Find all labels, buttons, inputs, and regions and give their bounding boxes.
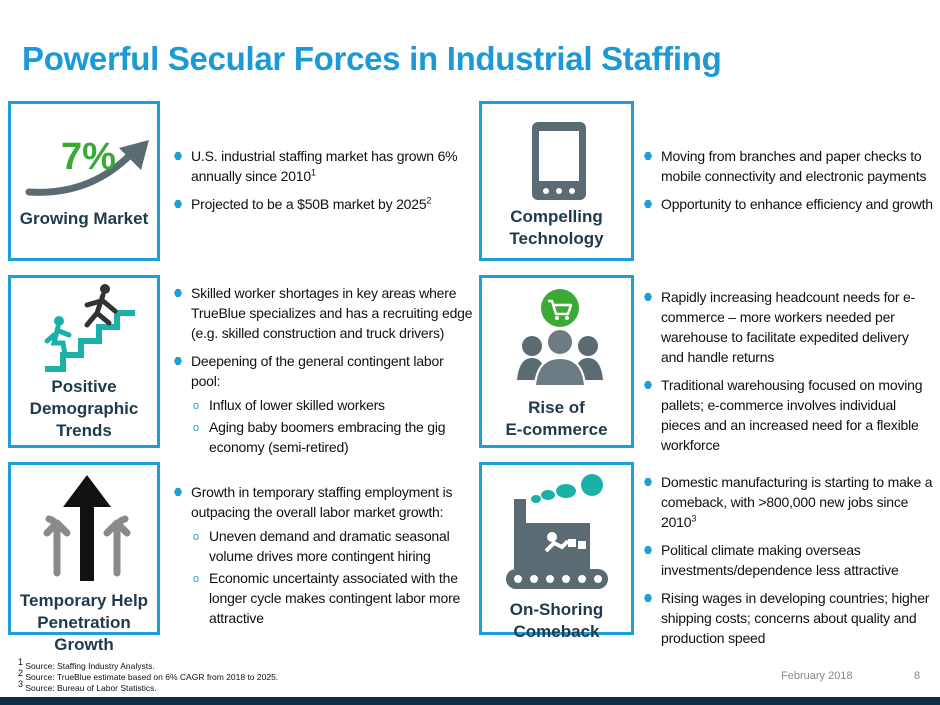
bullets-temporary — [173, 482, 473, 636]
bullet-item: Traditional warehousing focused on moving pallets; e-commerce involves individual pieces and an increased need for a flexible workforce — [643, 375, 935, 455]
growth-stat: 7% — [61, 136, 116, 178]
up-arrows-icon — [37, 473, 137, 583]
sub-bullet-item: o Influx of lower skilled workers — [191, 395, 473, 415]
bullet-item: Rapidly increasing headcount needs for e-commerce – more workers needed per warehouse to facilitate expedited delivery and handle returns — [643, 287, 935, 367]
bullet-item: Political climate making overseas investments/dependence less attractive — [643, 540, 940, 580]
card-temporary-help — [8, 462, 160, 654]
card-rise-of-ecommerce — [479, 275, 634, 448]
factory-icon — [502, 473, 612, 593]
bullets-ecommerce — [643, 287, 935, 463]
group-cart-icon — [515, 288, 605, 388]
card-label: Temporary Help Penetration Growth — [19, 591, 149, 654]
bottom-bar — [0, 697, 940, 705]
card-growing-market — [8, 101, 160, 261]
bullets-technology — [643, 146, 933, 222]
page-title: Powerful Secular Forces in Industrial Staffing — [22, 40, 722, 77]
card-label: Rise of E-commerce — [505, 398, 608, 439]
bullet-item: Moving from branches and paper checks to mobile connectivity and electronic payments — [643, 146, 933, 186]
sub-bullet-item: o Economic uncertainty associated with the longer cycle makes contingent labor more attractive — [191, 568, 473, 628]
card-on-shoring-comeback — [479, 462, 634, 641]
bullet-item: U.S. industrial staffing market has grown 6% annually since 2010$^1$ — [173, 146, 463, 186]
card-label: On-Shoring Comeback — [509, 600, 604, 641]
footer-date: February 2018 — [781, 670, 853, 682]
page-number: 8 — [914, 670, 921, 682]
bullet-item: Domestic manufacturing is starting to make a comeback, with >800,000 new jobs since 2010$^3$ — [643, 472, 940, 532]
stair-climbers-icon — [39, 283, 139, 373]
bullet-item: Rising wages in developing countries; higher shipping costs; concerns about quality and production speed — [643, 588, 940, 648]
bullets-onshoring — [643, 472, 940, 656]
footnote: $^2$ Source: TrueBlue estimate based on 6% CAGR from 2018 to 2025. — [18, 668, 279, 682]
sub-bullet-item: o Aging baby boomers embracing the gig economy (semi-retired) — [191, 417, 473, 457]
footnote: $^1$ Source: Staffing Industry Analysts. — [18, 657, 155, 671]
sub-bullet-item: o Uneven demand and dramatic seasonal volume drives more contingent hiring — [191, 526, 473, 566]
bullets-growing — [173, 146, 463, 222]
smartphone-icon — [529, 119, 589, 203]
card-label: Growing Market — [19, 209, 149, 228]
footnotes — [18, 657, 279, 694]
card-label: Positive Demographic Trends — [29, 377, 139, 440]
bullets-demographic — [173, 283, 473, 465]
footnote: $^3$ Source: Bureau of Labor Statistics. — [18, 679, 157, 693]
bullet-item: Opportunity to enhance efficiency and growth — [643, 194, 933, 214]
bullet-item: Skilled worker shortages in key areas where TrueBlue specializes and has a recruiting edge (e.g. skilled construction and truck drivers) — [173, 283, 473, 343]
card-positive-demographic-trends — [8, 275, 160, 448]
bullet-item: Growth in temporary staffing employment is outpacing the overall labor market growth: o Uneven demand and dramatic seasonal volume drives more contingent hiring o Economic uncertainty associated with the longer cycle makes contingent labor more attractive — [173, 482, 473, 628]
bullet-item: Projected to be a $50B market by 2025$^2$ — [173, 194, 463, 214]
card-compelling-technology — [479, 101, 634, 261]
bullet-item: Deepening of the general contingent labor pool: o Influx of lower skilled workers o Aging baby boomers embracing the gig economy (semi-retired) — [173, 351, 473, 457]
card-label: Compelling Technology — [509, 207, 604, 248]
